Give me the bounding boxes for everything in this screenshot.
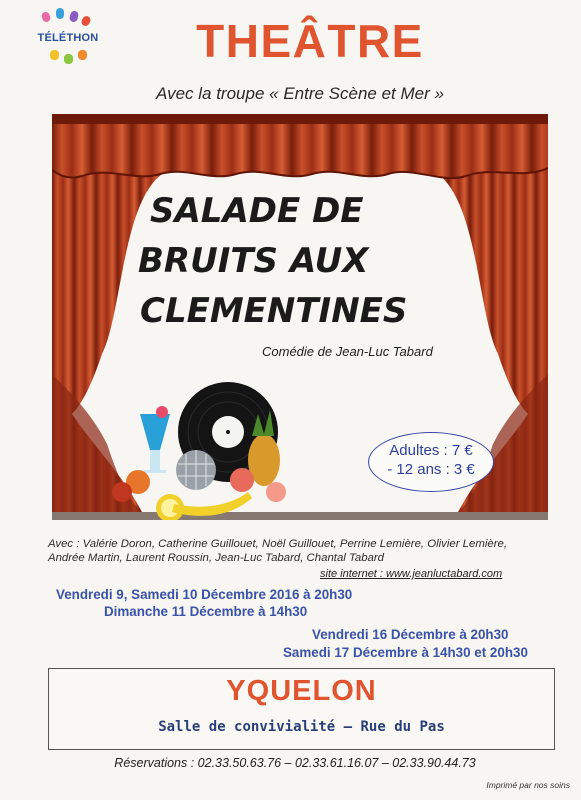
price-adults: Adultes : 7 € [389, 442, 473, 459]
venue-town: YQUELON [226, 675, 377, 707]
venue-box [48, 668, 555, 750]
play-title-line: BRUITS AUX [138, 241, 369, 281]
show-date: Dimanche 11 Décembre à 14h30 [104, 604, 308, 619]
price-badge [368, 432, 494, 492]
venue-hall: Salle de convivialité – Rue du Pas [158, 719, 445, 735]
show-date: Samedi 17 Décembre à 14h30 et 20h30 [283, 645, 528, 660]
reservation-phones: Réservations : 02.33.50.63.76 – 02.33.61.16.07 – 02.33.90.44.73 [114, 756, 476, 770]
page-title: THEÂTRE [196, 15, 424, 67]
play-title-line: SALADE DE [150, 191, 364, 231]
troupe-subtitle: Avec la troupe « Entre Scène et Mer » [156, 84, 444, 103]
logo-text: TÉLÉTHON [37, 32, 99, 44]
play-title-line: CLEMENTINES [140, 291, 408, 331]
cast-line: Avec : Valérie Doron, Catherine Guillouet, Noël Guillouet, Perrine Lemière, Olivier Lemière, [48, 538, 508, 550]
show-date: Vendredi 9, Samedi 10 Décembre 2016 à 20h30 [56, 587, 353, 602]
play-author: Comédie de Jean-Luc Tabard [262, 344, 433, 359]
printer-credit: Imprimé par nos soins [486, 780, 570, 790]
telethon-logo [28, 8, 108, 70]
cast-list [48, 537, 548, 565]
website-link[interactable]: site internet : www.jeanluctabard.com [320, 568, 503, 580]
price-children: - 12 ans : 3 € [387, 461, 475, 478]
play-title [138, 186, 450, 336]
show-date: Vendredi 16 Décembre à 20h30 [312, 627, 509, 642]
cast-line: Andrée Martin, Laurent Roussin, Jean-Luc Tabard, Chantal Tabard [48, 552, 385, 564]
